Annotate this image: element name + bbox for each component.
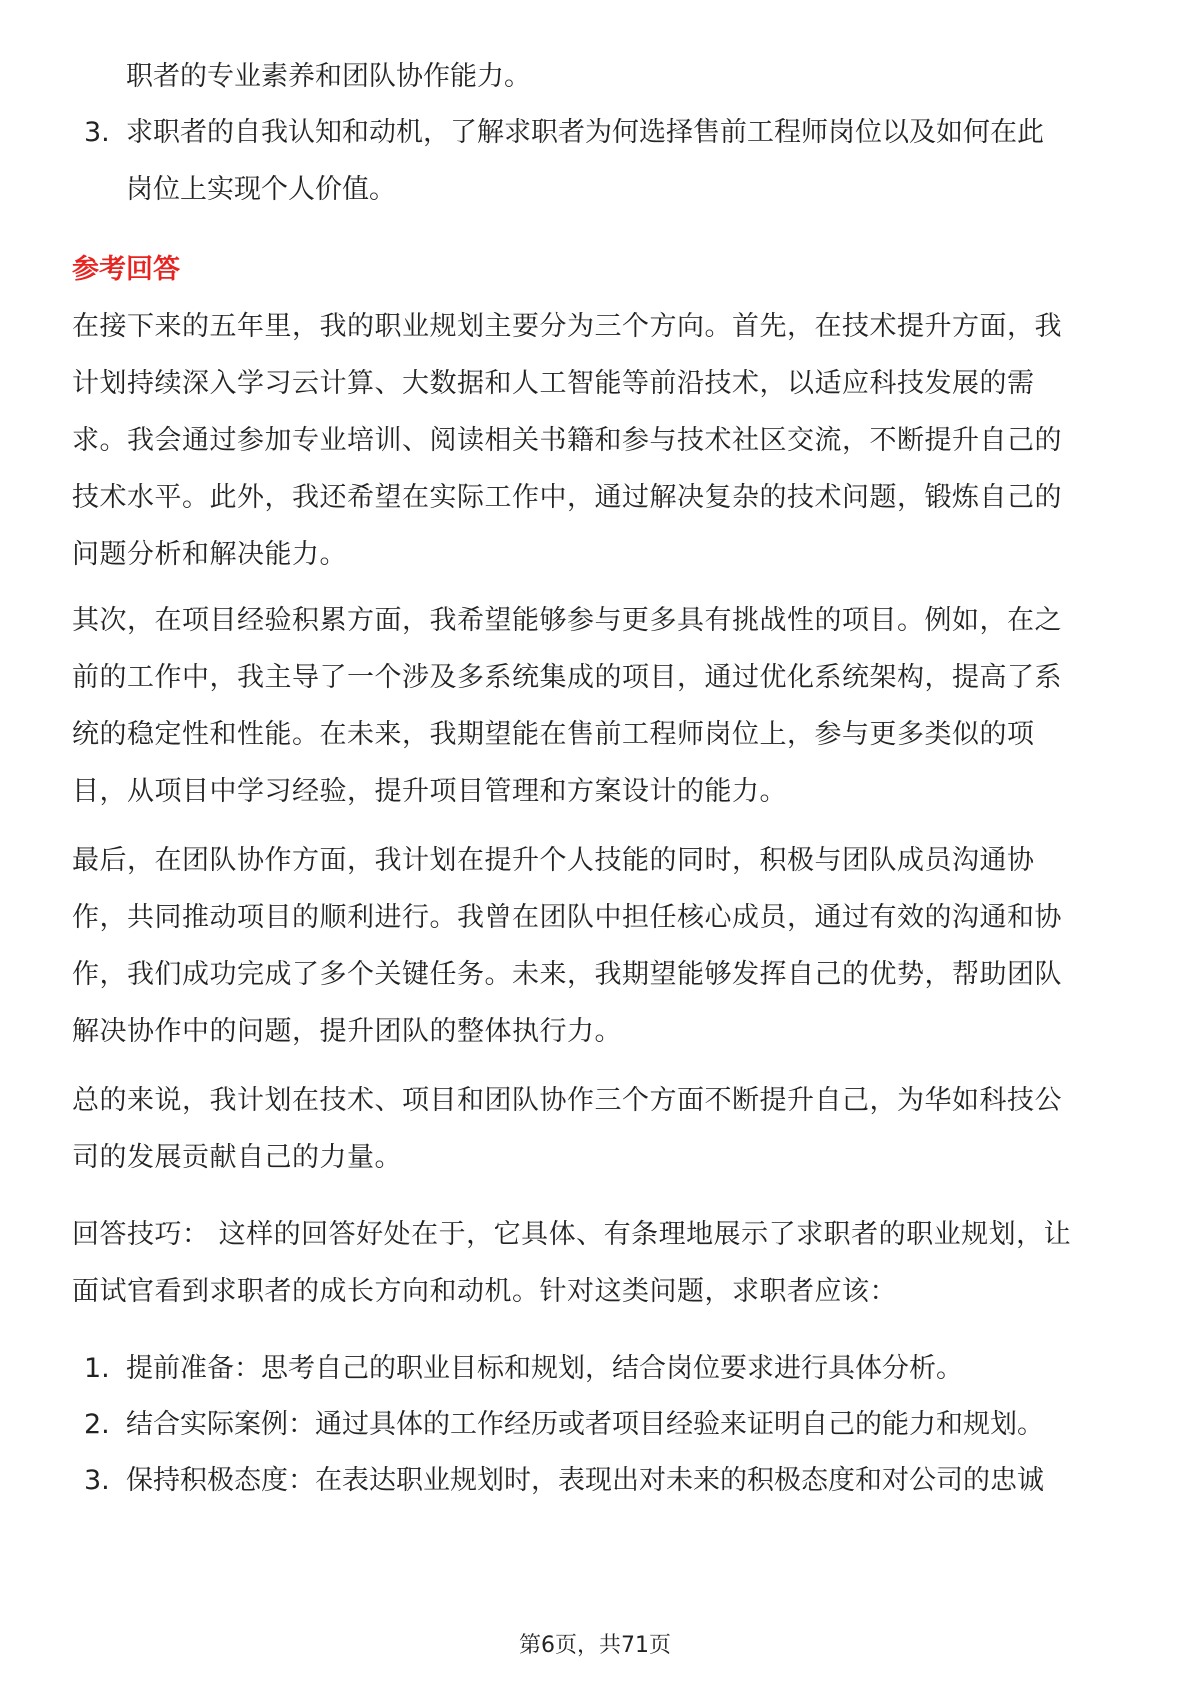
- list-item-text: 职者的专业素养和团队协作能力。: [126, 61, 531, 92]
- paragraph: [72, 1206, 1122, 1320]
- paragraph: [72, 1072, 1122, 1186]
- list-number: 1.: [84, 1353, 110, 1384]
- list-item-text: 保持积极态度：在表达职业规划时，表现出对未来的积极态度和对公司的忠诚: [126, 1465, 1044, 1496]
- paragraph-line: 面试官看到求职者的成长方向和动机。针对这类问题，求职者应该：: [72, 1276, 897, 1307]
- list-item-text: 提前准备：思考自己的职业目标和规划，结合岗位要求进行具体分析。: [126, 1353, 963, 1384]
- paragraph: [72, 298, 1122, 583]
- page-number-footer: 第6页，共71页: [519, 1633, 671, 1658]
- list-item-text: 结合实际案例：通过具体的工作经历或者项目经验来证明自己的能力和规划。: [126, 1409, 1044, 1440]
- paragraph-line: 最后，在团队协作方面，我计划在提升个人技能的同时，积极与团队成员沟通协: [72, 845, 1035, 876]
- list-number: 3.: [84, 1465, 110, 1496]
- paragraph-line: 问题分析和解决能力。: [72, 539, 347, 570]
- paragraph-line: 其次，在项目经验积累方面，我希望能够参与更多具有挑战性的项目。例如，在之: [72, 605, 1062, 636]
- list-number: 2.: [84, 1409, 110, 1440]
- list-item-line: 岗位上实现个人价值。: [126, 174, 396, 205]
- paragraph-line: 作，共同推动项目的顺利进行。我曾在团队中担任核心成员，通过有效的沟通和协: [72, 902, 1062, 933]
- paragraph-line: 统的稳定性和性能。在未来，我期望能在售前工程师岗位上，参与更多类似的项: [72, 719, 1035, 750]
- list-item-text: [126, 104, 1126, 218]
- paragraph: [72, 832, 1122, 1060]
- paragraph-line: 解决协作中的问题，提升团队的整体执行力。: [72, 1016, 622, 1047]
- paragraph-line: 总的来说，我计划在技术、项目和团队协作三个方面不断提升自己，为华如科技公: [72, 1085, 1062, 1116]
- paragraph-line: 前的工作中，我主导了一个涉及多系统集成的项目，通过优化系统架构，提高了系: [72, 662, 1062, 693]
- list-item-line: 求职者的自我认知和动机，了解求职者为何选择售前工程师岗位以及如何在此: [126, 117, 1044, 148]
- paragraph-line: 回答技巧： 这样的回答好处在于，它具体、有条理地展示了求职者的职业规划，让: [72, 1219, 1072, 1250]
- paragraph-line: 技术水平。此外，我还希望在实际工作中，通过解决复杂的技术问题，锻炼自己的: [72, 482, 1062, 513]
- paragraph: [72, 592, 1122, 820]
- paragraph-line: 在接下来的五年里，我的职业规划主要分为三个方向。首先，在技术提升方面，我: [72, 311, 1062, 342]
- paragraph-line: 计划持续深入学习云计算、大数据和人工智能等前沿技术，以适应科技发展的需: [72, 368, 1035, 399]
- paragraph-line: 作，我们成功完成了多个关键任务。未来，我期望能够发挥自己的优势，帮助团队: [72, 959, 1062, 990]
- paragraph-line: 求。我会通过参加专业培训、阅读相关书籍和参与技术社区交流，不断提升自己的: [72, 425, 1062, 456]
- paragraph-line: 司的发展贡献自己的力量。: [72, 1142, 402, 1173]
- section-heading: 参考回答: [72, 254, 180, 285]
- paragraph-line: 目，从项目中学习经验，提升项目管理和方案设计的能力。: [72, 776, 787, 807]
- list-number: 3.: [84, 117, 110, 148]
